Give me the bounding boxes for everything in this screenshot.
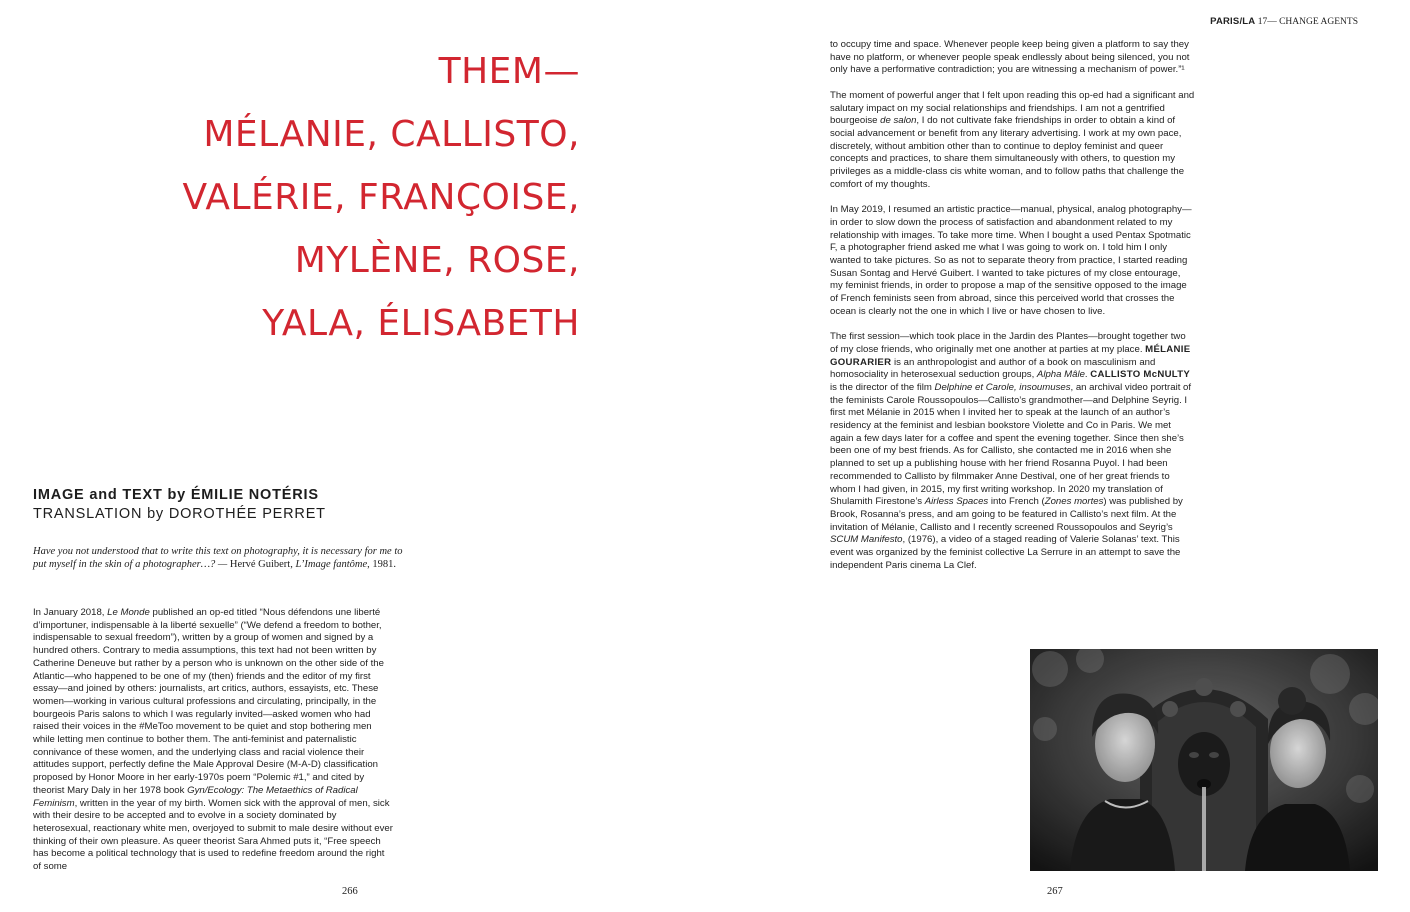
paragraph: The moment of powerful anger that I felt upon reading this op-ed had a significant and salutary impact on my social relationships and friendships. I am not a gentrified bourgeoise de salon, I do not cultivate fake friendships in order to obtain a kind of social advancement or benefit from any literary advertising. I work at my own pace, discretely, without ambition other than to continue to deploy feminist and queer concepts and practices, to share them simultaneously with others, to question my privileges as a middle-class cis white woman, and to follow paths that challenge the comfort of my thoughts.: [830, 89, 1195, 190]
page-number: 266: [342, 886, 358, 897]
section-name: — CHANGE AGENTS: [1267, 17, 1358, 27]
translator-name: DOROTHÉE PERRET: [168, 506, 326, 522]
epigraph: [33, 546, 403, 571]
paragraph: to occupy time and space. Whenever people keep being given a platform to say they have no platform, or whenever people speak endlessly about being silenced, you not only have a performative contradiction; you are witnessing a mechanism of power.”¹: [830, 39, 1190, 76]
person-name: MÉLANIE GOURARIER: [830, 343, 1191, 368]
person-name: CALLISTO McNULTY: [1090, 369, 1191, 381]
epigraph-year: , 1981.: [367, 558, 396, 570]
left-body-text: [33, 607, 395, 877]
headline-line: MÉLANIE, CALLISTO,: [203, 114, 580, 155]
paragraph: In May 2019, I resumed an artistic practice—manual, physical, analog photography—in order to slow down the process of satisfaction and abandonment related to my relationship with images. To take more time. When I bought a used Pentax Spotmatic F, a photographer friend asked me what I was going to work on. I told him I only wanted to take pictures. So as not to separate theory from practice, I started reading Susan Sontag and Hervé Guibert. I wanted to take pictures of my close entourage, my feminist friends, in order to propose a map of the sensitive opposed to the image of French feminists seen from abroad, since this perceived world that crosses the ocean is clearly not the one in which I live or have chosen to live.: [830, 204, 1192, 317]
headline-line: MYLÈNE, ROSE,: [294, 240, 580, 281]
photograph-illustration: [1030, 649, 1378, 871]
right-page: [705, 0, 1410, 912]
page-number: 267: [1047, 886, 1063, 897]
translation-credit: TRANSLATION by DOROTHÉE PERRET: [33, 506, 326, 522]
paragraph: The first session—which took place in the Jardin des Plantes—brought together two of my close friends, who originally met one another at parties at my place. MÉLANIE GOURARIER is an anthropologist and author of a book on masculinism and homosociality in heterosexual seduction groups, Alpha Mâle. CALLISTO McNULTY is the director of the film Delphine et Carole, insoumuses, an archival video portrait of the feminists Carole Roussopoulos—Callisto’s grandmother—and Delphine Seyrig. I first met Mélanie in 2015 when I invited her to speak at the launch of an author’s residency at the feminist and lesbian bookstore Violette and Co in Paris. We met again a few days later for a coffee and spent the evening together. Since then she’s been one of my best friends. As for Callisto, she contacted me in 2016 when she planned to set up a publishing house with her friend Rosanna Puyol. I had been recommended to Callisto by filmmaker Anne Destival, one of her great friends to whom I had given, in 2015, my first writing workshop. In 2020 my translation of Shulamith Firestone’s Airless Spaces into French (Zones mortes) was published by Brook, Rosanna’s press, and am going to be featured in Callisto’s next film. At the invitation of Mélanie, Callisto and I recently screened Roussopoulos and Seyrig’s SCUM Manifesto, (1976), a video of a staged reading of Valerie Solanas’ text. This event was organized by the feminist collective La Serrure in an attempt to save the independent Paris cinema La Clef.: [830, 331, 1192, 571]
credits: [33, 486, 453, 524]
author-credit: IMAGE and TEXT by ÉMILIE NOTÉRIS: [33, 487, 319, 503]
headline-line: VALÉRIE, FRANÇOISE,: [182, 177, 580, 218]
epigraph-author: Hervé Guibert,: [229, 558, 296, 570]
headline-line: YALA, ÉLISABETH: [262, 303, 580, 344]
magazine-name: PARIS/LA: [1210, 16, 1256, 27]
photograph: [1030, 649, 1378, 871]
author-name: ÉMILIE NOTÉRIS: [190, 487, 319, 503]
running-head: [1210, 16, 1358, 27]
epigraph-work: L’Image fantôme: [295, 558, 368, 570]
headline-line: THEM—: [438, 51, 580, 92]
issue-number: 17: [1255, 17, 1268, 27]
headline: [20, 40, 580, 355]
paragraph: In January 2018, Le Monde published an op-ed titled “Nous défendons une liberté d’importuner, indispensable à la liberté sexuelle” (“We defend a freedom to bother, indispensable to sexual freedom”), written by a group of women and signed by a hundred others. Contrary to media assumptions, this text had not been written by Catherine Deneuve but rather by a person who is unknown on the other side of the Atlantic—who happened to be one of my (then) friends and the editor of my first essay—and joined by others: journalists, art critics, authors, essayists, etc. These women—working in various cultural professions and circulating, principally, in the bourgeois Paris salons to which I was regularly invited—asked women who had raised their voices in the #MeToo movement to be quiet and stop bothering men while letting men continue to bother them. The anti-feminist and paternalistic connivance of these women, and the underlying class and racial violence their attitudes support, perfectly define the Male Approval Desire (M-A-D) classification proposed by Honor Moore in her early-1970s poem “Polemic #1,” and cited by theorist Mary Daly in her 1978 book Gyn/Ecology: The Metaethics of Radical Feminism, written in the year of my birth. Women sick with the approval of men, sick with their desire to be accepted and to evolve in a society dominated by heterosexual, reactionary white men, overjoyed to submit to male desire without ever thinking of their own pleasure. As queer theorist Sara Ahmed puts it, “Free speech has become a political technology that is used to redefine freedom around the right of some: [33, 607, 393, 873]
epigraph-quote: Have you not understood that to write this text on photography, it is necessary for me to put myself in the skin of a photographer…? —: [33, 546, 403, 570]
right-body-text: [830, 39, 1195, 614]
